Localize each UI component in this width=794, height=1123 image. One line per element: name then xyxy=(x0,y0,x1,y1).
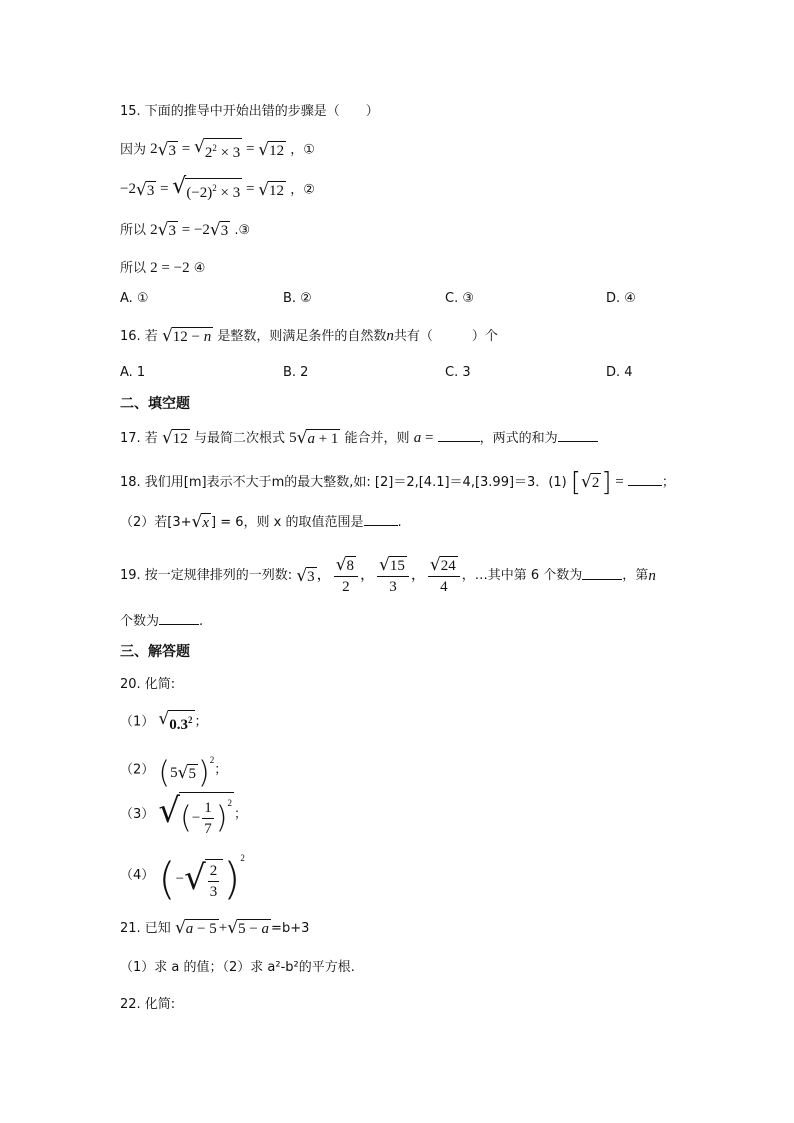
q20-part1: （1） √ $0.3^2$ ； xyxy=(120,709,208,733)
q17-stem xyxy=(120,428,598,449)
q15-option-b[interactable]: B. ② xyxy=(283,291,312,306)
q16-option-a[interactable]: A. 1 xyxy=(120,365,146,380)
q21-expr: √ a − 5 + √ 5 − a xyxy=(174,918,270,939)
q16-var: n xyxy=(386,328,394,344)
q15-step1-prefix: 因为 xyxy=(120,142,147,158)
q17-tail: ，两式的和为 xyxy=(479,431,558,446)
q15-step3-prefix: 所以 xyxy=(120,223,147,238)
q20-stem: 20. 化简: xyxy=(120,677,176,692)
q18-sqrt-x: √ x xyxy=(191,512,210,533)
q15-step2-expr: −2 √ 3 = √ $(-2)^2 \times 3$ = √ 12 xyxy=(120,174,285,201)
q18-line2 xyxy=(120,512,402,533)
q18-answer-blank-1[interactable] xyxy=(628,473,662,486)
q15-step1-mark: ，① xyxy=(290,142,315,158)
q18-expr: [ √ 2 ] = xyxy=(570,467,624,498)
q15-step2 xyxy=(120,174,315,202)
q17-expr1: √ 12 xyxy=(161,428,188,449)
q19-line2-tail: . xyxy=(199,614,204,629)
q18-line2-prefix: （2）若[3+ xyxy=(120,515,192,530)
q17-mid: 与最简二次根式 xyxy=(193,431,285,446)
section-fill-in-heading: 二、填空题 xyxy=(120,396,190,412)
q15-stem: 15. 下面的推导中开始出错的步骤是（ ） xyxy=(120,104,379,119)
q21-subquestions: （1）求 a 的值；（2）求 a²-b²的平方根. xyxy=(120,960,355,975)
q19-dots: ，…其中第 6 个数为 xyxy=(461,568,583,584)
q19-var: n xyxy=(648,568,656,585)
q17-expr2: 5 √ a + 1 xyxy=(289,428,339,449)
q15-step3-expr: 2 √ 3 = −2 √ 3 xyxy=(150,220,229,241)
q15-step4 xyxy=(120,258,205,279)
q20-part4 xyxy=(120,848,245,904)
q19-tail: ，第 xyxy=(622,568,649,584)
q21-prefix: 21. 已知 xyxy=(120,921,171,936)
q15-step4-eq: 2 = −2 xyxy=(150,260,190,276)
q20-part2: （2） (5 √ 5 )$^2$； xyxy=(120,755,228,791)
q15-option-c[interactable]: C. ③ xyxy=(445,291,474,306)
q17-answer-blank-2[interactable] xyxy=(558,429,598,442)
q16-expr: √ 12 − n xyxy=(161,326,212,347)
q15-step3 xyxy=(120,220,250,241)
q18-answer-blank-2[interactable] xyxy=(364,513,398,526)
q18-line2-mid: ] = 6，则 x 的取值范围是 xyxy=(211,515,364,530)
q16-prefix: 16. 若 xyxy=(120,329,158,344)
q18-line1 xyxy=(120,467,675,498)
q18-line2-tail: . xyxy=(397,515,402,530)
q19-sequence: √ 3 ， √ 8 2 ， √ 15 3 ， √ 24 4 xyxy=(296,567,461,583)
q21-stem xyxy=(120,918,309,939)
q17-mid2: 能合并，则 xyxy=(344,431,410,446)
q19-line1 xyxy=(120,556,656,596)
q16-suffix-a: 是整数，则满足条件的自然数 xyxy=(217,329,387,344)
q15-option-a[interactable]: A. ① xyxy=(120,291,149,306)
q15-step1-expr: 2 √ 3 = √ $2^2 \times 3$ = √ 12 xyxy=(150,137,285,161)
q17-var-eq: a = xyxy=(413,430,434,446)
q21-eq-tail: =b+3 xyxy=(271,921,310,936)
q20-part2-label: （2） xyxy=(120,762,155,778)
q19-answer-blank-2[interactable] xyxy=(159,612,199,625)
q20-part4-expr: (− √ $\frac{2}{3}$ )$^2$ xyxy=(158,853,245,905)
q19-prefix: 19. 按一定规律排列的一列数: xyxy=(120,568,293,584)
q19-answer-blank-1[interactable] xyxy=(582,567,622,580)
q15-step4-mark: ④ xyxy=(193,261,206,276)
q15-step4-prefix: 所以 xyxy=(120,261,147,276)
q16-option-d[interactable]: D. 4 xyxy=(606,365,633,380)
q22-stem: 22. 化简: xyxy=(120,997,176,1012)
q16-option-b[interactable]: B. 2 xyxy=(283,365,309,380)
q15-step3-mark: .③ xyxy=(234,223,251,238)
q20-part3-expr: √ (− $\frac{1}{7}$ )$^2$ xyxy=(158,791,232,838)
q20-part2-expr: (5 √ 5 )$^2$ xyxy=(158,755,215,791)
q16-suffix-b: 共有（ ）个 xyxy=(393,329,498,344)
q20-part4-label: （4） xyxy=(120,867,155,883)
q19-line2-text: 个数为 xyxy=(120,614,160,629)
q15-step2-mark: ，② xyxy=(290,182,315,198)
q17-answer-blank-1[interactable] xyxy=(438,429,480,442)
q17-prefix: 17. 若 xyxy=(120,431,158,446)
q18-line1-text: 18. 我们用[m]表示不大于m的最大整数,如: [2]＝2,[4.1]＝4,[3.99]＝3．(1) xyxy=(120,475,567,490)
q20-part3: （3） √ (− $\frac{1}{7}$ )$^2$ ； xyxy=(120,791,248,838)
q19-line2 xyxy=(120,612,203,632)
q15-option-d[interactable]: D. ④ xyxy=(606,291,636,306)
q15-step1 xyxy=(120,138,315,162)
q16-option-c[interactable]: C. 3 xyxy=(445,365,471,380)
q20-part1-label: （1） xyxy=(120,714,155,730)
q18-line1-tail: ； xyxy=(661,475,675,490)
q16-stem xyxy=(120,326,498,347)
q20-part1-expr: √ $0.3^2$ xyxy=(158,709,193,733)
section-answer-heading: 三、解答题 xyxy=(120,644,190,660)
q20-part3-label: （3） xyxy=(120,807,155,823)
